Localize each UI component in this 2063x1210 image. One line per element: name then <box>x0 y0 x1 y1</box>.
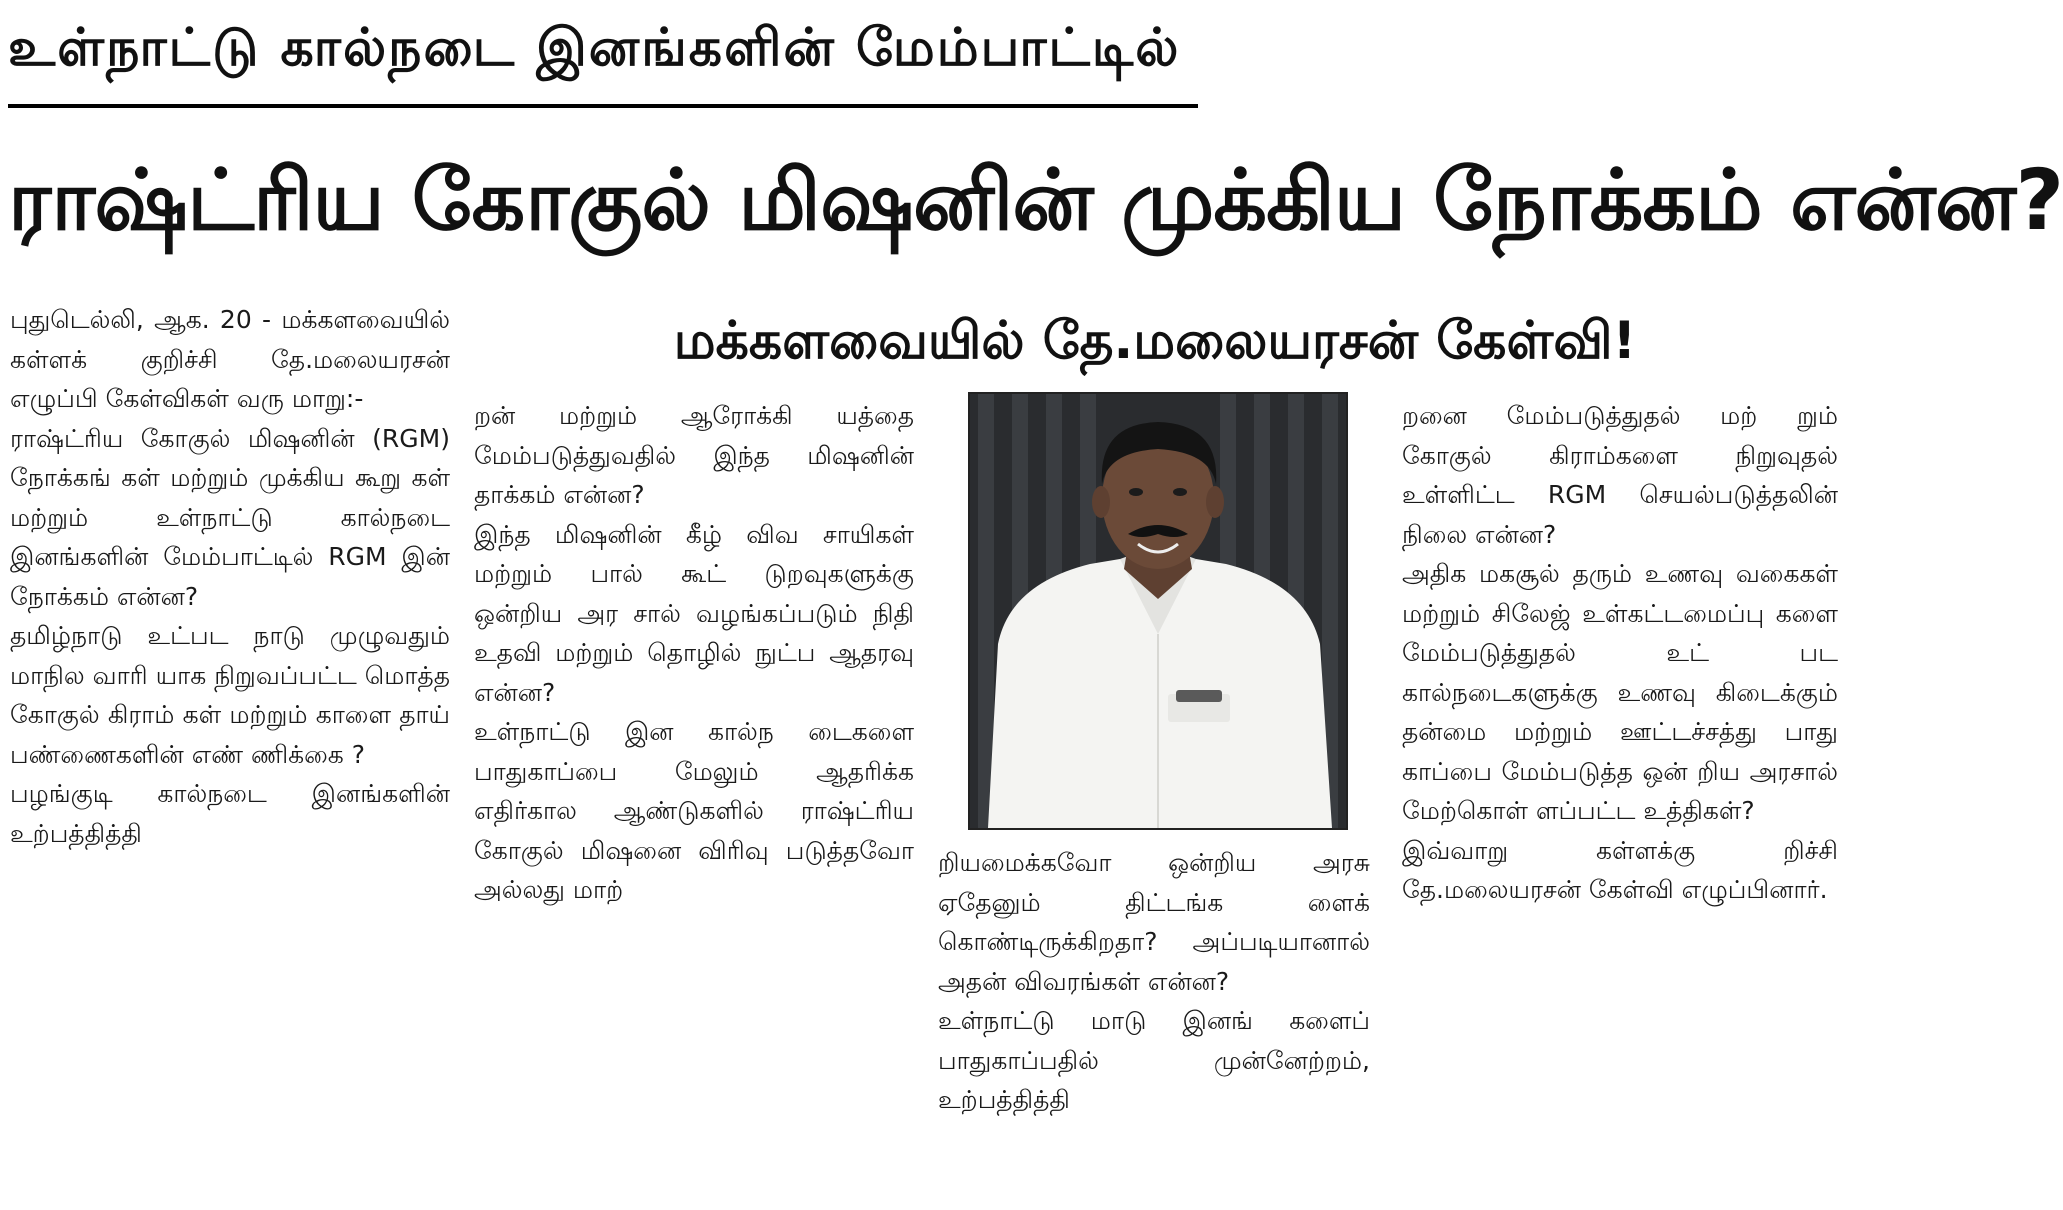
paragraph: ராஷ்ட்ரிய கோகுல் மிஷனின் (RGM) நோக்கங் கள் மற்றும் முக்கிய கூறு கள் மற்றும் உள்நாட்டு கால்நடை இனங்களின் மேம்பாட்டில் RGM இன் நோக்கம் என்ன? <box>10 423 450 611</box>
paragraph: றன் மற்றும் ஆரோக்கி யத்தை மேம்படுத்துவதில் இந்த மிஷனின் தாக்கம் என்ன? <box>474 401 914 509</box>
article-column-4 <box>1402 396 1838 1206</box>
paragraph: புதுடெல்லி, ஆக. 20 - மக்களவையில் கள்ளக் குறிச்சி தே.மலையரசன் எழுப்பி கேள்விகள் வரு மாறு:- <box>10 305 450 413</box>
kicker-headline: உள்நாட்டு கால்நடை இனங்களின் மேம்பாட்டில் <box>8 0 1198 108</box>
paragraph: தமிழ்நாடு உட்பட நாடு முழுவதும் மாநில வாரி யாக நிறுவப்பட்ட மொத்த கோகுல் கிராம் கள் மற்றும் காளை தாய் பண்ணைகளின் எண் ணிக்கை ? <box>10 621 450 769</box>
paragraph: அதிக மகசூல் தரும் உணவு வகைகள் மற்றும் சிலேஜ் உள்கட்டமைப்பு களை மேம்படுத்துதல் உட் பட கால்நடைகளுக்கு உணவு கிடைக்கும் தன்மை மற்றும் ஊட்டச்சத்து பாது காப்பை மேம்படுத்த ஒன் றிய அரசால் மேற்கொள் ளப்பட்ட உத்திகள்? <box>1402 559 1838 825</box>
paragraph: பழங்குடி கால்நடை இனங்களின் உற்பத்தித்தி <box>10 779 450 848</box>
sub-headline: மக்களவையில் தே.மலையரசன் கேள்வி! <box>673 311 1637 371</box>
portrait-illustration <box>970 394 1346 828</box>
article-column-1 <box>10 300 450 1205</box>
paragraph: இந்த மிஷனின் கீழ் விவ சாயிகள் மற்றும் பால் கூட் டுறவுகளுக்கு ஒன்றிய அர சால் வழங்கப்படும் நிதி உதவி மற்றும் தொழில் நுட்ப ஆதரவு என்ன? <box>474 519 914 707</box>
portrait-photo <box>968 392 1348 830</box>
main-headline: ராஷ்ட்ரிய கோகுல் மிஷனின் முக்கிய நோக்கம் என்ன? <box>8 151 2063 249</box>
paragraph: உள்நாட்டு மாடு இனங் களைப் பாதுகாப்பதில் முன்னேற்றம், உற்பத்தித்தி <box>938 1006 1370 1114</box>
paragraph: உள்நாட்டு இன கால்ந டைகளை பாதுகாப்பை மேலும் ஆதரிக்க எதிர்கால ஆண்டுகளில் ராஷ்ட்ரிய கோகுல் மிஷனை விரிவு படுத்தவோ அல்லது மாற் <box>474 717 914 904</box>
paragraph: இவ்வாறு கள்ளக்கு றிச்சி தே.மலையரசன் கேள்வி எழுப்பினார். <box>1402 835 1838 904</box>
article-column-2 <box>474 396 914 1206</box>
paragraph: றனை மேம்படுத்துதல் மற் றும் கோகுல் கிராம்களை நிறுவுதல் உள்ளிட்ட RGM செயல்படுத்தலின் நிலை என்ன? <box>1402 401 1838 549</box>
article-column-3 <box>938 843 1370 1207</box>
paragraph: றியமைக்கவோ ஒன்றிய அரசு ஏதேனும் திட்டங்க ளைக் கொண்டிருக்கிறதா? அப்படியானால் அதன் விவரங்கள் என்ன? <box>938 848 1370 996</box>
